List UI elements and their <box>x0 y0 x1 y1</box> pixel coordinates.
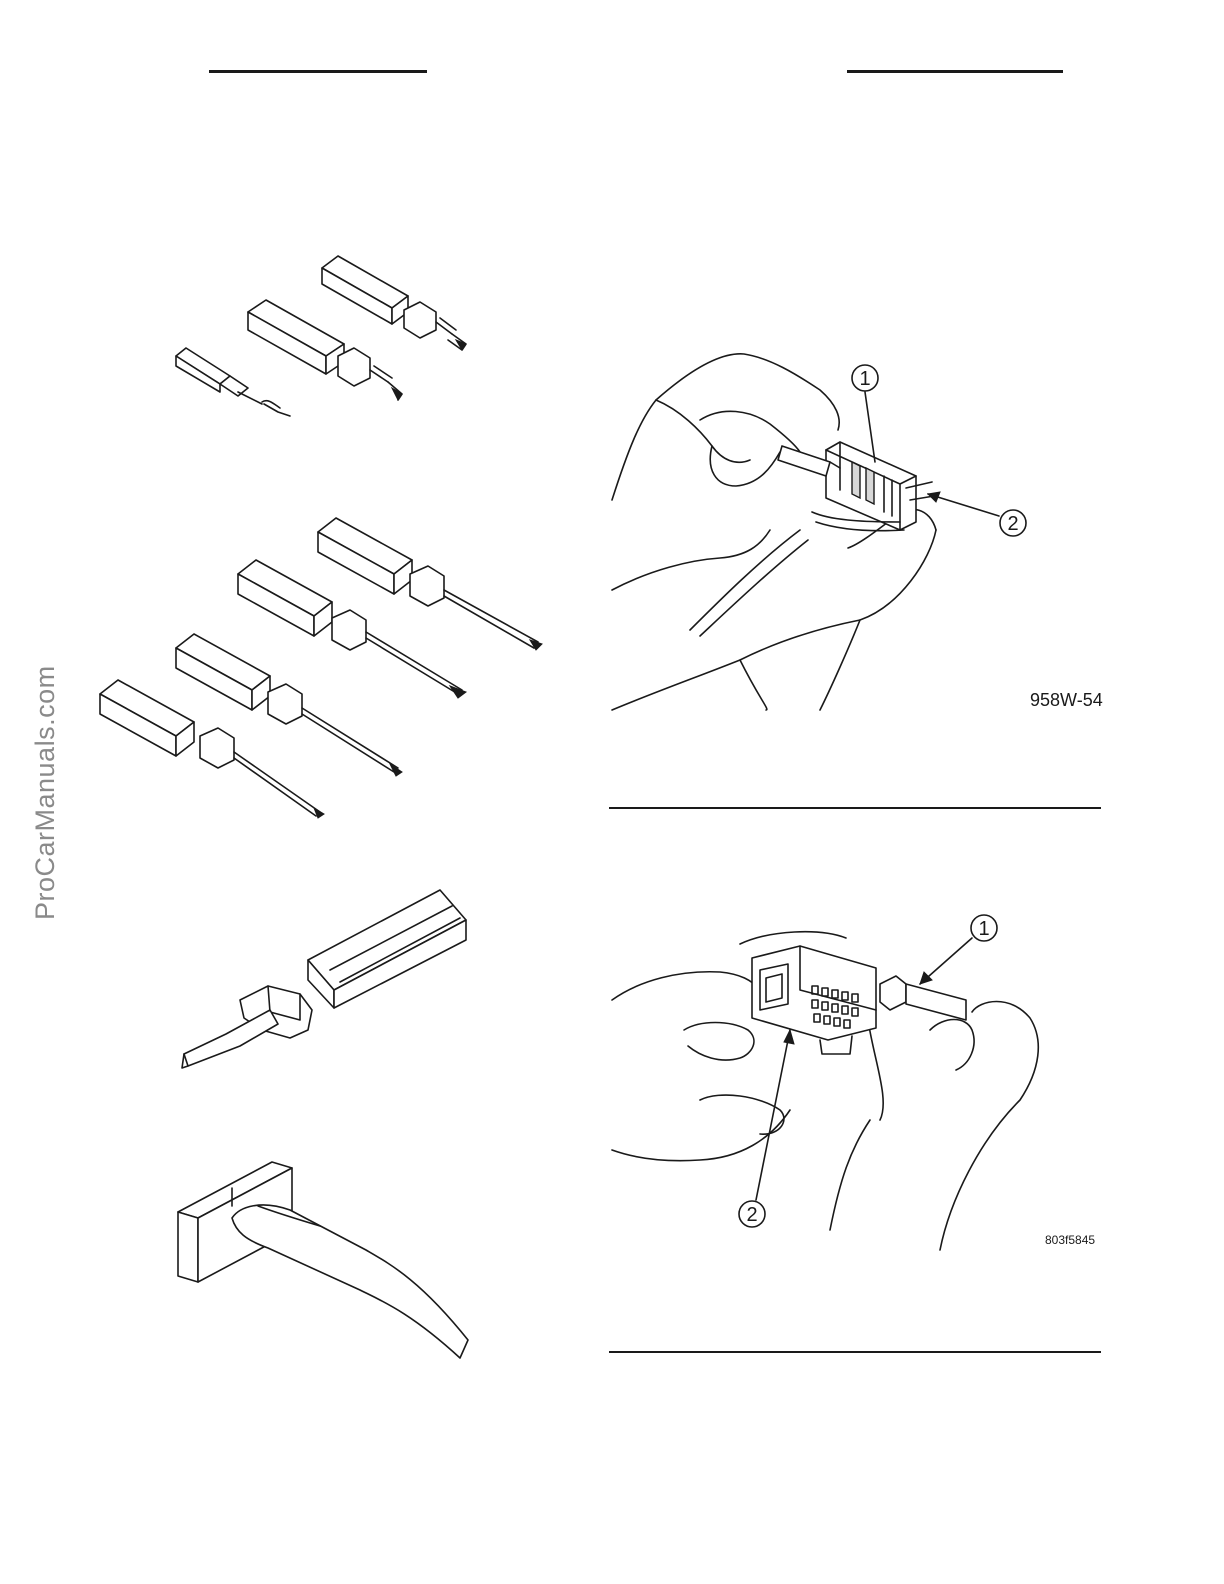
callout-1-label: 1 <box>859 368 871 390</box>
figure-code-803f5845: 803f5845 <box>1045 1233 1096 1247</box>
callout-1-label-b: 1 <box>978 918 990 940</box>
figure-divider-2 <box>609 1351 1101 1353</box>
callout-2-label-b: 2 <box>746 1204 758 1226</box>
callout-2-label: 2 <box>1007 513 1019 535</box>
watermark-text: ProCarManuals.com <box>30 665 60 920</box>
figure-code-958w-54: 958W-54 <box>1030 690 1103 710</box>
